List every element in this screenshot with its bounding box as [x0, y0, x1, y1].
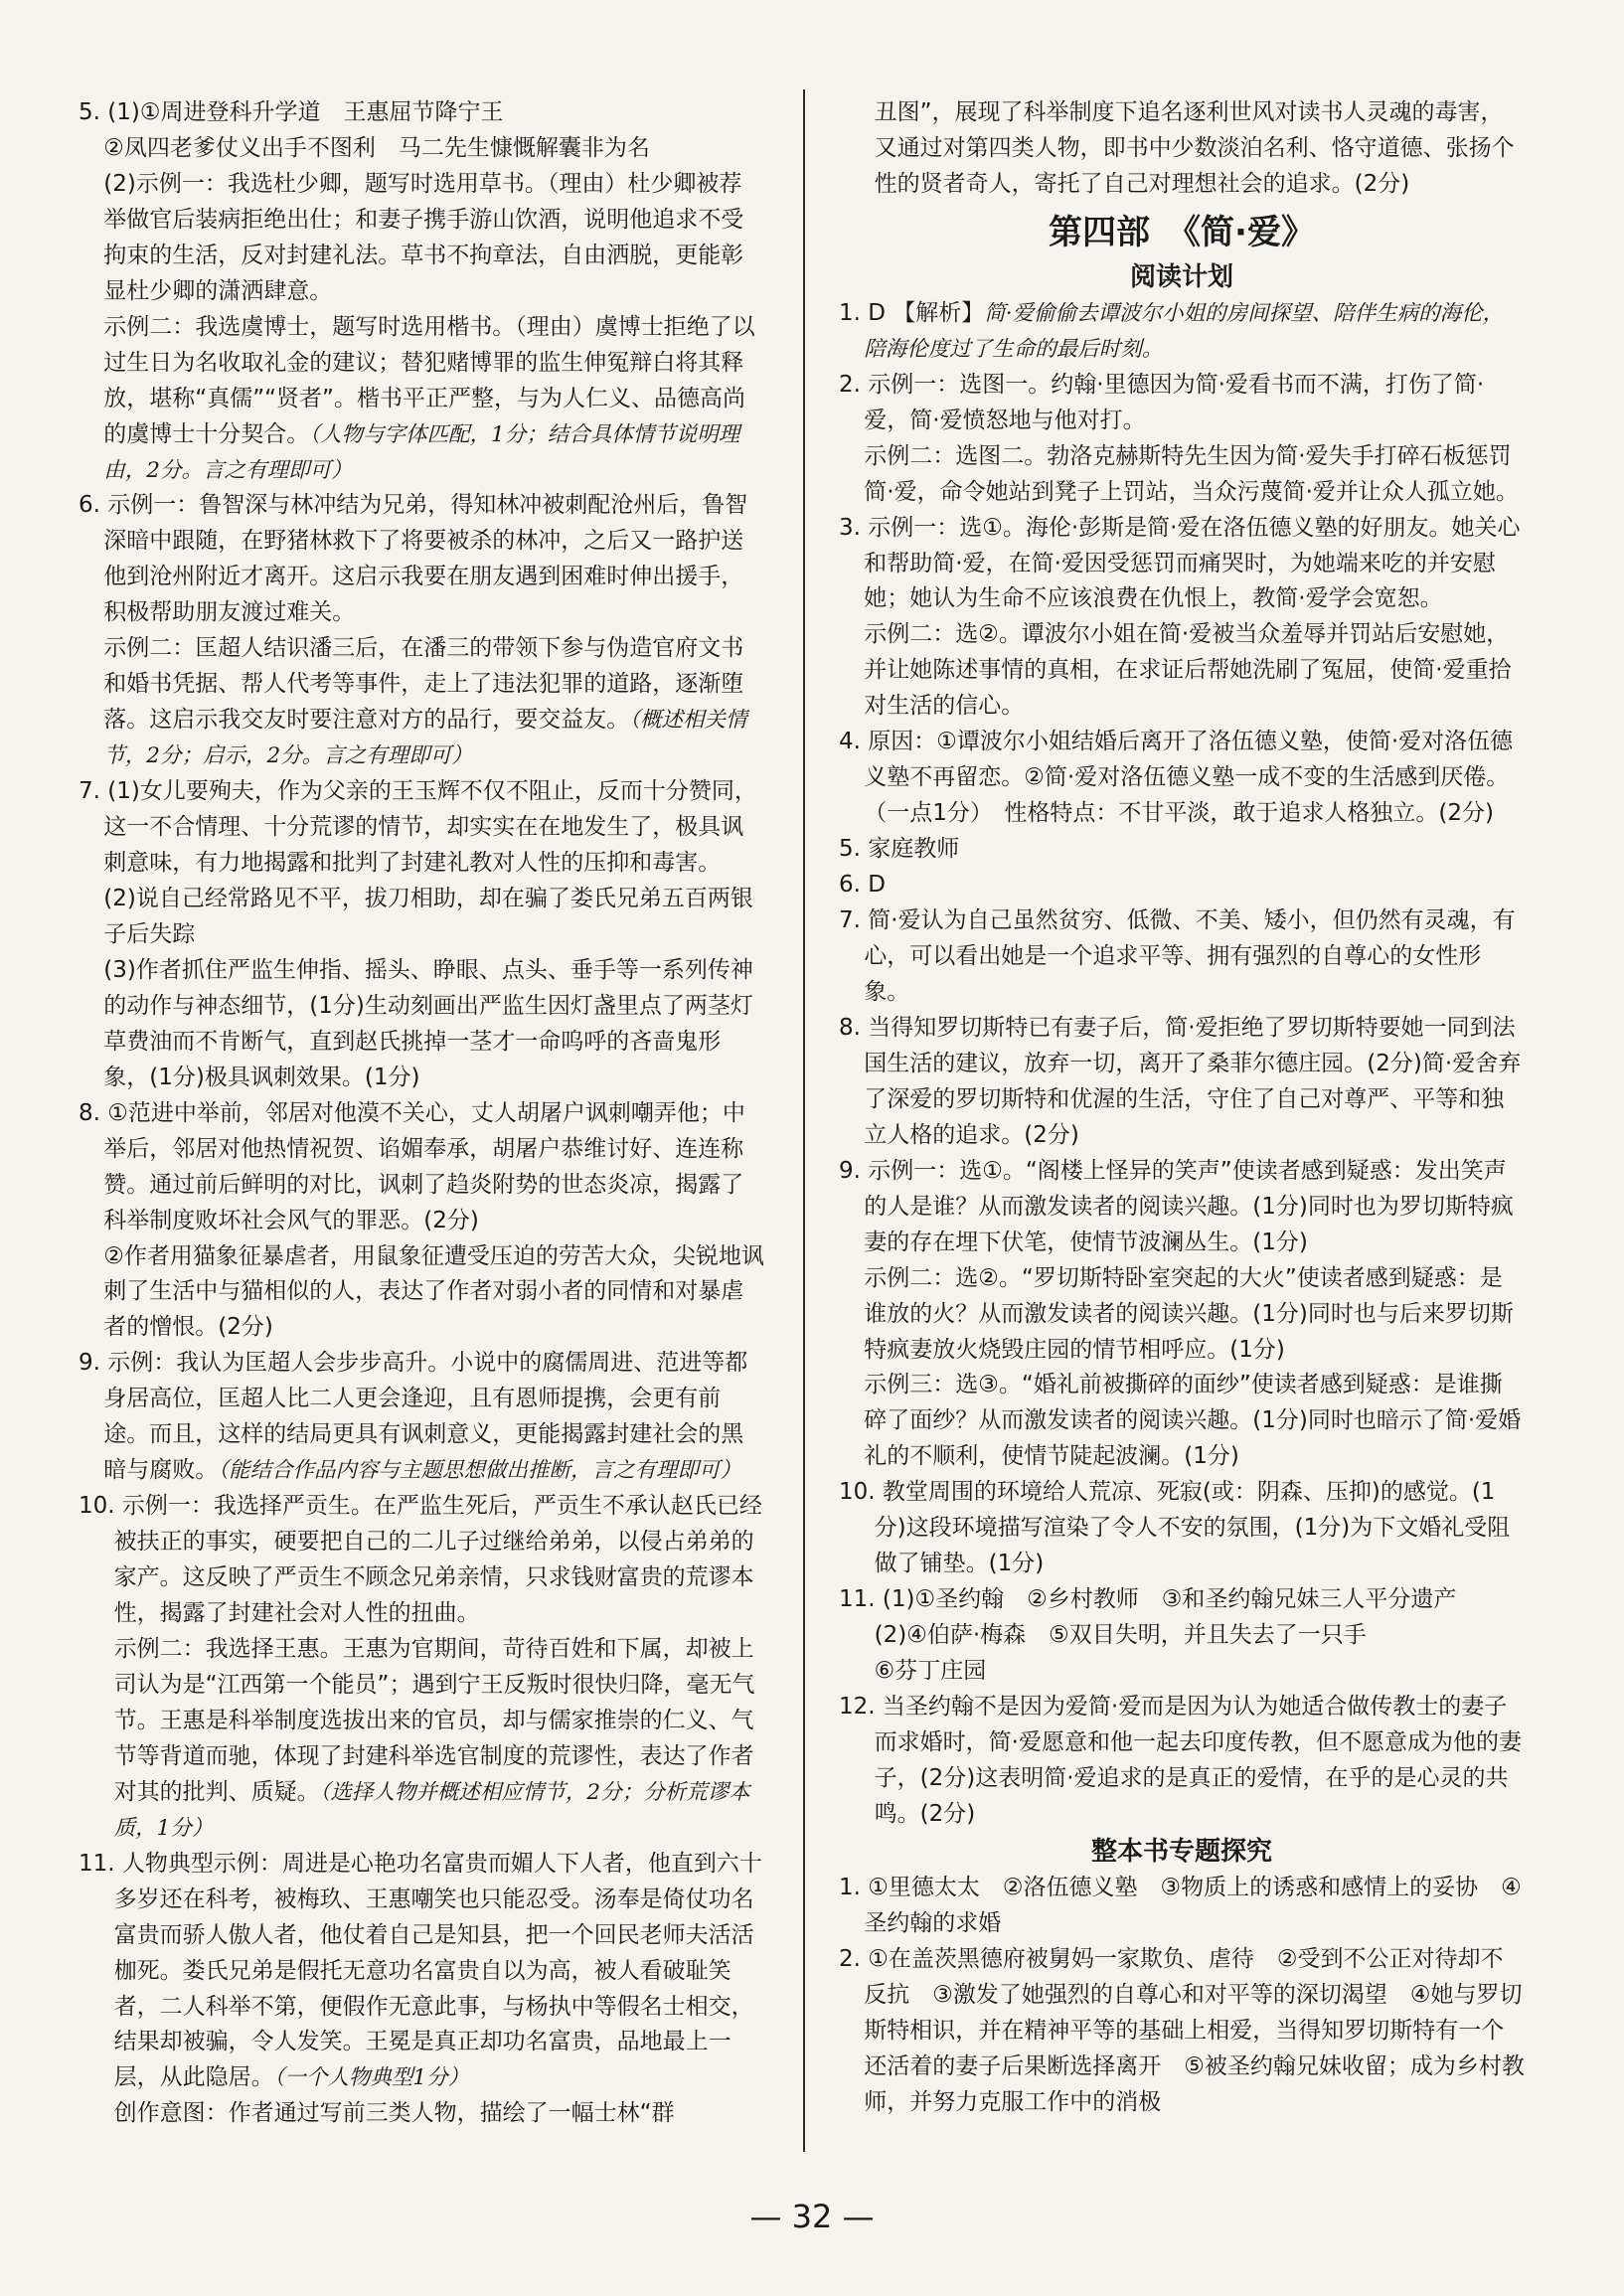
answer-paragraph: [839, 903, 1525, 1011]
answer-paragraph: [839, 725, 1525, 832]
answer-text: 6. 示例一：鲁智深与林冲结为兄弟，得知林冲被刺配沧州后，鲁智深暗中跟随，在野猪林救下了将要被杀的林冲，之后又一路护送他到沧州附近才离开。这启示我要在朋友遇到困难时伸出援手，积极帮助朋友渡过难关。: [79, 492, 748, 626]
scoring-note: （一个人物典型1分）: [273, 2065, 470, 2091]
answer-text: 示例二：选②。“罗切斯特卧室突起的大火”使读者感到疑惑：是谁放的火？从而激发读者的阅读兴趣。(1分)同时也与后来罗切斯特疯妻放火烧毁庄园的情节相呼应。(1分): [864, 1264, 1514, 1363]
answer-paragraph: [839, 511, 1525, 618]
answer-paragraph: [839, 1475, 1525, 1582]
answer-paragraph: [79, 1847, 764, 2097]
answer-text: 7. 简·爱认为自己虽然贫穷、低微、不美、矮小，但仍然有灵魂，有心，可以看出她是一个追求平等、拥有强烈的自尊心的女性形象。: [839, 907, 1516, 1005]
answer-text: 10. 示例一：我选择严贡生。在严监生死后，严贡生不承认赵氏已经被扶正的事实，硬要把自己的二儿子过继给弟弟，以侵占弟弟的家产。这反映了严贡生不顾念兄弟亲情，只求钱财富贵的荒谬本性，揭露了封建社会对人性的扭曲。: [79, 1493, 762, 1627]
answer-paragraph: [839, 1011, 1525, 1154]
answer-text: 7. (1)女儿要殉夫，作为父亲的王玉辉不仅不阻止，反而十分赞同，这一不合情理、十分荒谬的情节，却实实在在地发生了，极具讽刺意味，有力地揭露和批判了封建礼教对人性的压抑和毒害。: [79, 778, 757, 877]
answer-paragraph: [839, 1871, 1525, 1942]
answer-text: 示例二：选图二。勃洛克赫斯特先生因为简·爱失手打碎石板惩罚简·爱，命令她站到凳子上罚站，当众污蔑简·爱并让众人孤立她。: [864, 442, 1519, 505]
answer-paragraph: [839, 868, 1525, 903]
answer-paragraph: [79, 1632, 764, 1847]
answer-text: (2)示例一：我选杜少卿，题写时选用草书。（理由）杜少卿被荐举做官后装病拒绝出仕；和妻子携手游山饮酒，说明他追求不受拘束的生活，反对封建礼法。草书不拘章法，自由洒脱，更能彰显杜少卿的潇洒肆意。: [103, 170, 744, 304]
answer-paragraph: [79, 774, 764, 882]
answer-paragraph: [839, 95, 1525, 203]
answer-paragraph: [79, 631, 764, 774]
answer-text: 示例二：我选择王惠。王惠为官期间，苛待百姓和下属，却被上司认为是“江西第一个能员”；遇到宁王反叛时很快归降，毫无气节。王惠是科举制度选拔出来的官员，却与儒家推崇的仁义、气节等背道而驰，体现了封建科举选官制度的荒谬性，表达了作者对其的批判、质疑。: [113, 1635, 755, 1805]
answer-text: 5. (1)①周进登科升学道 王惠屈节降宁王: [79, 99, 504, 125]
answer-text: 9. 示例：我认为匡超人会步步高升。小说中的腐儒周进、范进等都身居高位，匡超人比二人更会逢迎，且有恩师提携，会更有前途。而且，这样的结局更具有讽刺意义，更能揭露封建社会的黑暗与腐败。: [79, 1350, 748, 1484]
answer-text: 3. 示例一：选①。海伦·彭斯是简·爱在洛伍德义塾的好朋友。她关心和帮助简·爱，在简·爱因受惩罚而痛哭时，为她端来吃的并安慰她；她认为生命不应该浪费在仇恨上，教简·爱学会宽恕。: [839, 514, 1521, 612]
answer-paragraph: [839, 1942, 1525, 2121]
answer-paragraph: [839, 1154, 1525, 1261]
scoring-note: （选择人物并概述相应情节，2分；分析荒谬本质，1分）: [113, 1779, 750, 1841]
answer-text: (2)④伯萨·梅森 ⑤双目失明，并且失去了一只手: [874, 1622, 1367, 1649]
scoring-note: （人物与字体匹配，1分；结合具体情节说明理由，2分。言之有理即可）: [103, 421, 740, 483]
answer-text: 1. ①里德太太 ②洛伍德义塾 ③物质上的诱惑和感情上的妥协 ④圣约翰的求婚: [839, 1874, 1522, 1936]
answer-paragraph: [79, 1489, 764, 1632]
answer-text: 示例二：选②。谭波尔小姐在简·爱被当众羞辱并罚站后安慰她，并让她陈述事情的真相，在求证后帮她洗刷了冤屈，使简·爱重拾对生活的信心。: [864, 621, 1512, 720]
answer-paragraph: [79, 131, 764, 167]
scoring-note: （能结合作品内容与主题思想做出推断，言之有理即可）: [218, 1458, 742, 1484]
answer-paragraph: [79, 1239, 764, 1347]
answer-paragraph: [839, 1654, 1525, 1690]
answer-text: 11. (1)①圣约翰 ②乡村教师 ③和圣约翰兄妹三人平分遗产: [839, 1586, 1457, 1613]
answer-paragraph: [839, 1261, 1525, 1369]
answer-text: ⑥芬丁庄园: [874, 1658, 987, 1685]
answer-text: 丑图”，展现了科举制度下追名逐利世风对读书人灵魂的毒害，又通过对第四类人物，即书中少数淡泊名利、恪守道德、张扬个性的贤者奇人，寄托了自己对理想社会的追求。(2分): [874, 99, 1515, 197]
answer-text: 2. ①在盖茨黑德府被舅妈一家欺负、虐待 ②受到不公正对待却不反抗 ③激发了她强烈的自尊心和对平等的深切渴望 ④她与罗切斯特相识，并在精神平等的基础上相爱，当得知罗切斯特有一个还活着的妻子后果断选择离开 ⑤被圣约翰兄妹收留；成为乡村教师，并努力克服工作中的消极: [839, 1945, 1525, 2115]
answer-paragraph: [79, 1096, 764, 1239]
answer-paragraph: [79, 2096, 764, 2132]
answer-text: 8. 当得知罗切斯特已有妻子后，简·爱拒绝了罗切斯特要她一同到法国生活的建议，放弃一切，离开了桑菲尔德庄园。(2分)简·爱舍弃了深爱的罗切斯特和优渥的生活，守住了自己对尊严、平等和独立人格的追求。(2分): [839, 1014, 1522, 1148]
section-subtitle: [839, 258, 1525, 296]
answer-text: 6. D: [839, 872, 886, 899]
scoring-note: （概述相关情节，2分；启示，2分。言之有理即可）: [103, 708, 747, 769]
answer-text: 示例二：我选虞博士，题写时选用楷书。（理由）虞博士拒绝了以过生日为名收取礼金的建议；替犯赌博罪的监生伸冤辩白将其释放，堪称“真儒”“贤者”。楷书平正严整，与为人仁义、品德高尚的虞博士十分契合。: [103, 313, 755, 447]
answer-text: 示例三：选③。“婚礼前被撕碎的面纱”使读者感到疑惑：是谁撕碎了面纱？从而激发读者的阅读兴趣。(1分)同时也暗示了简·爱婚礼的不顺利，使情节陡起波澜。(1分): [864, 1372, 1522, 1470]
answer-paragraph: [839, 617, 1525, 725]
answer-text: 10. 教堂周围的环境给人荒凉、死寂(或：阴森、压抑)的感觉。(1分)这段环境描写渲染了令人不安的氛围，(1分)为下文婚礼受阻做了铺垫。(1分): [839, 1479, 1511, 1577]
answer-paragraph: [79, 95, 764, 131]
answer-text: 8. ①范进中举前，邻居对他漠不关心，丈人胡屠户讽刺嘲弄他；中举后，邻居对他热情祝贺、谄媚奉承，胡屠户恭维讨好、连连称赞。通过前后鲜明的对比，讽刺了趋炎附势的世态炎凉，揭露了科举制度败坏社会风气的罪恶。(2分): [79, 1099, 745, 1233]
answer-paragraph: [839, 296, 1525, 368]
answer-text: 第四部 《简·爱》: [1049, 212, 1315, 252]
section-title: [839, 209, 1525, 256]
answer-text: 12. 当圣约翰不是因为爱简·爱而是因为认为她适合做传教士的妻子而求婚时，简·爱愿意和他一起去印度传教，但不愿意成为他的妻子，(2分)这表明简·爱追求的是真正的爱情，在乎的是心灵的共鸣。(2分): [839, 1694, 1522, 1827]
answer-paragraph: [79, 310, 764, 489]
answer-text: 示例二：匡超人结识潘三后，在潘三的带领下参与伪造官府文书和婚书凭据、帮人代考等事件，走上了违法犯罪的道路，逐渐堕落。这启示我交友时要注意对方的品行，要交益友。: [103, 635, 744, 734]
answer-text: 5. 家庭教师: [839, 836, 960, 863]
answer-text: 4. 原因：①谭波尔小姐结婚后离开了洛伍德义塾，使简·爱对洛伍德义塾不再留恋。②简·爱对洛伍德义塾一成不变的生活感到厌倦。（一点1分） 性格特点：不甘平淡，敢于追求人格独立。(2分): [839, 729, 1514, 827]
answer-text: 1. D 【解析】: [839, 299, 985, 326]
section-subtitle: [839, 1833, 1525, 1871]
answer-paragraph: [839, 368, 1525, 439]
answer-text: (3)作者抓住严监生伸指、摇头、睁眼、点头、垂手等一系列传神的动作与神态细节，(1分)生动刻画出严监生因灯盏里点了两茎灯草费油而不肯断气，直到赵氏挑掉一茎才一命呜呼的吝啬鬼形象，(1分)极具讽刺效果。(1分): [103, 956, 753, 1090]
answer-text: 创作意图：作者通过写前三类人物，描绘了一幅士林“群: [113, 2100, 675, 2127]
answer-paragraph: [839, 1618, 1525, 1654]
answer-text: 11. 人物典型示例：周进是心艳功名富贵而媚人下人者，他直到六十多岁还在科考，被梅玖、王惠嘲笑也只能忍受。汤奉是倚仗功名富贵而骄人傲人者，他仗着自己是知县，把一个回民老师夫活活枷死。娄氏兄弟是假托无意功名富贵自以为高，被人看破耻笑者，二人科举不第，便假作无意此事，与杨执中等假名士相交，结果却被骗，令人发笑。王冕是真正却功名富贵，品地最上一层，从此隐居。: [79, 1850, 762, 2091]
answer-paragraph: [839, 1582, 1525, 1618]
answer-text: ②凤四老爹仗义出手不图利 马二先生慷慨解囊非为名: [103, 134, 650, 161]
answer-text: 9. 示例一：选①。“阁楼上怪异的笑声”使读者感到疑惑：发出笑声的人是谁？从而激发读者的阅读兴趣。(1分)同时也为罗切斯特疯妻的存在埋下伏笔，使情节波澜丛生。(1分): [839, 1157, 1514, 1255]
page-number: — 32 —: [749, 2198, 875, 2235]
scoring-note: 简·爱偷偷去谭波尔小姐的房间探望、陪伴生病的海伦，陪海伦度过了生命的最后时刻。: [864, 300, 1505, 362]
answer-paragraph: [79, 167, 764, 310]
answer-paragraph: [839, 1690, 1525, 1833]
answer-paragraph: [839, 1368, 1525, 1475]
answer-text: 阅读计划: [1129, 261, 1233, 292]
answer-paragraph: [839, 832, 1525, 868]
left-column: [79, 95, 764, 2132]
answer-paragraph: [79, 1346, 764, 1489]
column-divider: [803, 89, 805, 2152]
answer-paragraph: [79, 488, 764, 631]
answer-text: 整本书专题探究: [1090, 1836, 1272, 1867]
answer-text: ②作者用猫象征暴虐者，用鼠象征遭受压迫的劳苦大众，尖锐地讽刺了生活中与猫相似的人，表达了作者对弱小者的同情和对暴虐者的憎恨。(2分): [103, 1242, 764, 1341]
answer-paragraph: [79, 953, 764, 1096]
right-column: [839, 95, 1525, 2121]
answer-paragraph: [839, 439, 1525, 511]
answer-paragraph: [79, 882, 764, 953]
answer-text: 2. 示例一：选图一。约翰·里德因为简·爱看书而不满，打伤了简·爱，简·爱愤怒地与他对打。: [839, 371, 1485, 433]
answer-text: (2)说自己经常路见不平，拔刀相助，却在骗了娄氏兄弟五百两银子后失踪: [103, 885, 753, 947]
